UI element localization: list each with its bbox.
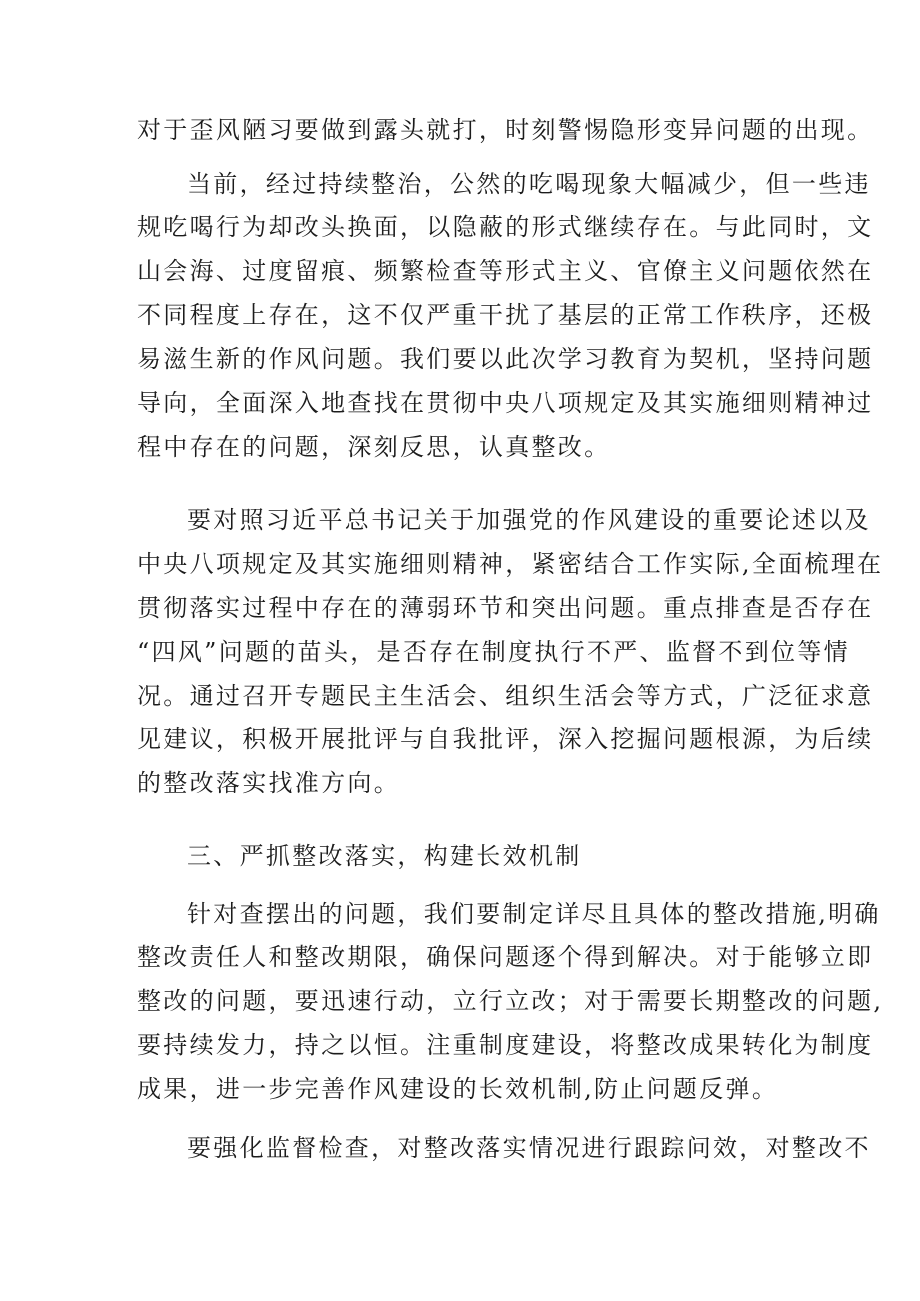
text-line: 山会海、过度留痕、频繁检查等形式主义、官僚主义问题依然在 [137, 257, 874, 285]
paragraph-first-line: 当前，经过持续整治，公然的吃喝现象大幅减少，但一些违 [187, 170, 871, 198]
text-line: 贯彻落实过程中存在的薄弱环节和突出问题。重点排查是否存在 [137, 594, 874, 622]
text-line: 不同程度上存在，这不仅严重干扰了基层的正常工作秩序，还极 [137, 301, 874, 329]
text-line: 成果，进一步完善作风建设的长效机制,防止问题反弹。 [137, 1075, 779, 1103]
text-line: 对于歪风陋习要做到露头就打，时刻警惕隐形变异问题的出现。 [137, 116, 874, 144]
text-line: 程中存在的问题，深刻反思，认真整改。 [137, 433, 611, 461]
text-line: 况。通过召开专题民主生活会、组织生活会等方式，广泛征求意 [137, 682, 874, 710]
text-line: 整改的问题，要迅速行动，立行立改；对于需要长期整改的问题, [137, 987, 884, 1015]
paragraph-first-line: 针对查摆出的问题，我们要制定详尽且具体的整改措施,明确 [187, 900, 881, 928]
paragraph-first-line: 要强化监督检查，对整改落实情况进行跟踪问效，对整改不 [187, 1134, 871, 1162]
text-line: 整改责任人和整改期限，确保问题逐个得到解决。对于能够立即 [137, 943, 874, 971]
text-line: 的整改落实找准方向。 [137, 769, 400, 797]
text-line: 要持续发力，持之以恒。注重制度建设，将整改成果转化为制度 [137, 1031, 874, 1059]
text-line: “四风”问题的苗头，是否存在制度执行不严、监督不到位等情 [137, 638, 850, 666]
text-line: 易滋生新的作风问题。我们要以此次学习教育为契机，坚持问题 [137, 345, 874, 373]
section-heading: 三、严抓整改落实，构建长效机制 [187, 842, 582, 870]
text-line: 导向，全面深入地查找在贯彻中央八项规定及其实施细则精神过 [137, 389, 874, 417]
text-line: 见建议，积极开展批评与自我批评，深入挖掘问题根源，为后续 [137, 725, 874, 753]
text-line: 中央八项规定及其实施细则精神，紧密结合工作实际,全面梳理在 [137, 550, 884, 578]
text-line: 规吃喝行为却改头换面，以隐蔽的形式继续存在。与此同时，文 [137, 213, 874, 241]
paragraph-first-line: 要对照习近平总书记关于加强党的作风建设的重要论述以及 [187, 506, 871, 534]
